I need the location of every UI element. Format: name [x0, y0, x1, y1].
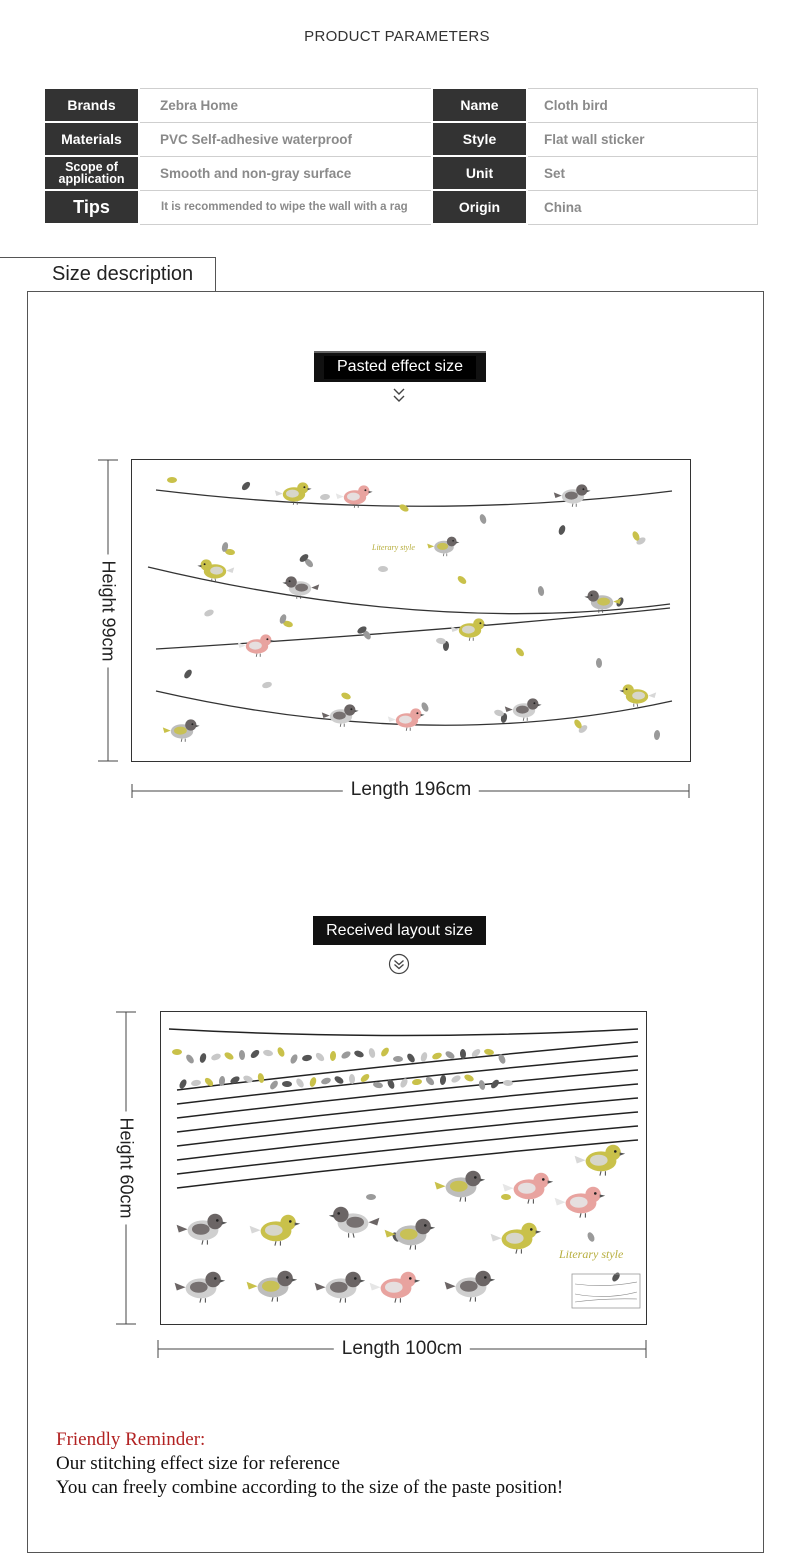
leaf-shape — [203, 608, 215, 617]
bird-wire-illustration — [132, 460, 690, 761]
bird-illustration — [445, 1271, 496, 1302]
pasted-length-label: Length 196cm — [343, 779, 479, 801]
leaf-shape — [210, 1052, 221, 1061]
leaf-shape — [314, 1051, 325, 1062]
bird-illustration — [554, 484, 591, 506]
leaf-shape — [276, 1046, 286, 1058]
leaf-shape — [183, 668, 194, 680]
received-layout-label: Received layout size — [313, 916, 486, 945]
bird-illustration — [505, 698, 542, 720]
param-value: China — [527, 190, 757, 224]
leaf-shape — [412, 1078, 423, 1085]
param-label: Unit — [432, 156, 527, 190]
leaf-shape — [263, 1049, 274, 1057]
leaf-shape — [309, 1076, 318, 1087]
pasted-length-dimension — [131, 780, 691, 800]
leaf-shape — [654, 730, 661, 740]
leaf-shape — [320, 1077, 331, 1086]
leaf-shape — [611, 1271, 622, 1283]
param-label: Materials — [44, 122, 139, 156]
leaf-shape — [289, 1053, 299, 1065]
leaf-shape — [501, 1194, 511, 1201]
leaf-shape — [340, 691, 352, 701]
bird-illustration — [315, 1272, 366, 1303]
sticker-caption: Literary style — [372, 543, 415, 552]
param-label: Brands — [44, 88, 139, 122]
circle-chevron-down-icon — [388, 953, 410, 975]
leaf-shape — [420, 701, 430, 713]
bird-illustration — [619, 684, 656, 706]
leaf-shape — [366, 1194, 376, 1200]
received-length-label: Length 100cm — [334, 1338, 470, 1360]
size-description-tab — [0, 257, 216, 292]
leaf-shape — [269, 1079, 280, 1091]
preview-thumbnail-lines — [575, 1282, 637, 1302]
leaf-shape — [450, 1074, 462, 1084]
sticker-sheet-illustration — [161, 1012, 646, 1324]
param-value: Cloth bird — [527, 88, 757, 122]
param-value: Zebra Home — [139, 88, 432, 122]
leaf-shape — [368, 1047, 376, 1058]
preview-thumbnail — [572, 1274, 640, 1308]
leaf-shape — [320, 493, 331, 500]
bird-illustration — [322, 704, 359, 726]
table-row — [44, 88, 757, 122]
bird-illustration — [388, 708, 425, 730]
leaf-shape — [239, 1050, 246, 1060]
bird-illustration — [238, 634, 275, 656]
bird-illustration — [247, 1271, 298, 1302]
bird-illustration — [329, 1207, 380, 1238]
leaf-shape — [353, 1049, 365, 1058]
pasted-height-dimension — [96, 459, 120, 762]
table-row — [44, 122, 757, 156]
leaf-shape — [380, 1046, 391, 1058]
leaf-shape — [463, 1073, 475, 1083]
reminder-title: Friendly Reminder: — [56, 1429, 206, 1450]
bird-illustration — [503, 1173, 554, 1204]
leaf-shape — [537, 586, 545, 597]
param-label: Origin — [432, 190, 527, 224]
bird-illustration — [177, 1214, 228, 1245]
leaf-decorations — [167, 477, 660, 740]
param-value: Flat wall sticker — [527, 122, 757, 156]
bird-illustration — [370, 1272, 421, 1303]
bird-illustration — [451, 618, 488, 640]
bird-illustration — [491, 1223, 542, 1254]
pasted-effect-label: Pasted effect size — [324, 356, 476, 379]
leaf-shape — [302, 1054, 313, 1062]
param-label: Tips — [44, 190, 139, 224]
table-row — [44, 156, 757, 190]
bird-illustration — [385, 1219, 436, 1250]
leaf-shape — [456, 574, 468, 585]
bird-illustration — [250, 1215, 301, 1246]
double-chevron-down-icon — [392, 386, 406, 406]
leaf-shape — [329, 1051, 336, 1062]
leaf-shape — [167, 477, 177, 483]
leaf-shape — [406, 1052, 417, 1064]
leaf-shape — [223, 1051, 235, 1061]
pasted-effect-figure — [131, 459, 691, 762]
param-label: Scope of application — [44, 156, 139, 190]
leaf-shape — [191, 1079, 202, 1086]
leaf-shape — [431, 1051, 442, 1060]
leaf-shape — [398, 503, 410, 513]
reminder-line: You can freely combine according to the size of the paste position! — [56, 1477, 564, 1498]
leaf-shape — [424, 1075, 435, 1086]
param-value: Smooth and non-gray surface — [139, 156, 432, 190]
leaf-shape — [479, 513, 488, 524]
param-value: Set — [527, 156, 757, 190]
received-height-label: Height 60cm — [116, 1111, 137, 1224]
leaf-shape — [257, 1072, 265, 1083]
leaf-shape — [185, 1053, 196, 1065]
leaf-shape — [393, 1056, 403, 1062]
sticker-caption: Literary style — [559, 1247, 624, 1261]
bird-illustration — [175, 1272, 226, 1303]
received-height-dimension — [114, 1011, 138, 1325]
leaf-shape — [514, 646, 525, 657]
leaf-shape — [172, 1049, 182, 1055]
bird-illustration — [427, 537, 459, 557]
product-parameters-table — [43, 87, 758, 225]
param-label: Style — [432, 122, 527, 156]
leaf-shape — [240, 480, 251, 491]
leaf-shape — [333, 1075, 345, 1086]
leaf-shape — [295, 1077, 306, 1089]
pasted-effect-badge — [314, 351, 486, 382]
leaf-shape — [261, 681, 272, 689]
table-row — [44, 190, 757, 224]
leaf-shape — [503, 1080, 513, 1087]
leaf-shape — [557, 524, 566, 535]
product-parameters-title: PRODUCT PARAMETERS — [304, 28, 490, 45]
leaf-shape — [340, 1050, 352, 1060]
leaf-shape — [199, 1052, 208, 1063]
received-length-dimension — [157, 1338, 647, 1360]
leaf-shape — [378, 566, 388, 572]
leaf-shape — [439, 1075, 446, 1086]
leaf-shape — [586, 1231, 596, 1243]
param-value: PVC Self-adhesive waterproof — [139, 122, 432, 156]
size-description-title: Size description — [52, 263, 194, 285]
birds-group — [175, 1145, 626, 1303]
reminder-line: Our stitching effect size for reference — [56, 1453, 340, 1474]
leaf-shape — [478, 1079, 486, 1090]
bird-illustration — [435, 1171, 486, 1202]
leaf-shape — [178, 1078, 188, 1090]
leaf-shape — [249, 1048, 260, 1059]
bird-illustration — [163, 719, 200, 741]
leaf-shape — [596, 658, 603, 668]
pasted-height-label: Height 99cm — [98, 554, 119, 667]
param-value: It is recommended to wipe the wall with a rag — [139, 190, 432, 224]
bird-illustration — [555, 1187, 606, 1218]
param-label: Name — [432, 88, 527, 122]
bird-illustration — [197, 559, 234, 581]
leaf-shape — [282, 1081, 292, 1087]
bird-illustration — [575, 1145, 626, 1176]
leaf-shape — [420, 1051, 429, 1062]
received-layout-figure — [160, 1011, 647, 1325]
friendly-reminder — [56, 1428, 563, 1500]
leaf-shape — [349, 1074, 356, 1084]
